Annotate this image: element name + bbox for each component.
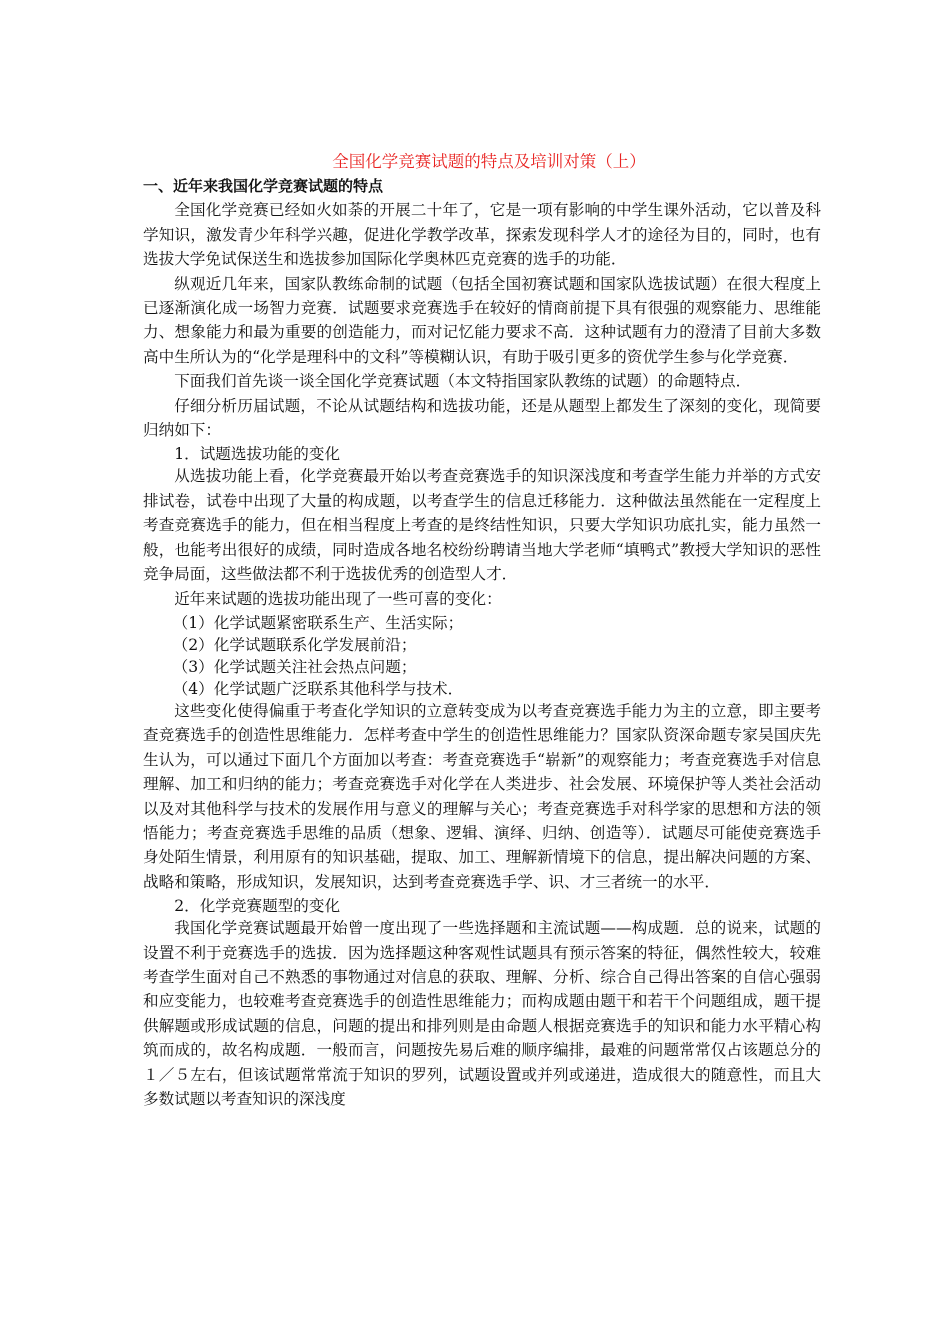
paragraph-analysis: 仔细分析历届试题，不论从试题结构和选拔功能，还是从题型上都发生了深刻的变化，现简要归纳如下： — [143, 396, 821, 440]
paragraph-creative-thinking: 这些变化使得偏重于考查化学知识的立意转变成为以考查竞赛选手能力为主的立意，即主要考查竞赛选手的创造性思维能力．怎样考查中学生的创造性思维能力？国家队资深命题专家吴国庆先生认为，可以通过下面几个方面加以考查：考查竞赛选手“崭新”的观察能力；考查竞赛选手对信息理解、加工和归纳的能力；考查竞赛选手对化学在人类进步、社会发展、环境保护等人类社会活动以及对其他科学与技术的发展作用与意义的理解与关心；考查竞赛选手对科学家的思想和方法的领悟能力；考查竞赛选手思维的品质（想象、逻辑、演绎、归纳、创造等）．试题尽可能使竞赛选手身处陌生情景，利用原有的知识基础，提取、加工、理解新情境下的信息，提出解决问题的方案、战略和策略，形成知识，发展知识，达到考查竞赛选手学、识、才三者统一的水平． — [143, 701, 821, 891]
section-heading-1: 一、近年来我国化学竞赛试题的特点 — [143, 177, 384, 195]
paragraph-selection-function: 从选拔功能上看，化学竞赛最开始以考查竞赛选手的知识深浅度和考查学生能力并举的方式安排试卷，试卷中出现了大量的构成题，以考查学生的信息迁移能力．这种做法虽然能在一定程度上考查竞赛选手的能力，但在相当程度上考查的是终结性知识，只要大学知识功底扎实，能力虽然一般，也能考出很好的成绩，同时造成各地名校纷纷聘请当地大学老师“填鸭式”教授大学知识的恶性竞争局面，这些做法都不利于选拔优秀的创造型人才． — [143, 467, 821, 584]
list-item: （1）化学试题紧密联系生产、生活实际； — [172, 613, 464, 632]
paragraph-topic: 下面我们首先谈一谈全国化学竞赛试题（本文特指国家队教练的试题）的命题特点． — [174, 372, 752, 391]
list-item: （3）化学试题关注社会热点问题； — [172, 657, 417, 676]
paragraph-recent-changes: 近年来试题的选拔功能出现了一些可喜的变化： — [174, 589, 502, 608]
list-item: （2）化学试题联系化学发展前沿； — [172, 635, 417, 654]
subheading-selection-function: 1．试题选拔功能的变化 — [174, 445, 341, 464]
document-title: 全国化学竞赛试题的特点及培训对策（上） — [332, 152, 646, 171]
list-item: （4）化学试题广泛联系其他科学与技术． — [172, 679, 464, 698]
paragraph-overview: 纵观近几年来，国家队教练命制的试题（包括全国初赛试题和国家队选拔试题）在很大程度上已逐渐演化成一场智力竞赛．试题要求竞赛选手在较好的情商前提下具有很强的观察能力、思维能力、想象能力和最为重要的创造能力，而对记忆能力要求不高．这种试题有力的澄清了目前大多数高中生所认为的“化学是理科中的文科”等模糊认识，有助于吸引更多的资优学生参与化学竞赛． — [143, 274, 821, 366]
paragraph-question-types: 我国化学竞赛试题最开始曾一度出现了一些选择题和主流试题——构成题．总的说来，试题的设置不利于竞赛选手的选拔．因为选择题这种客观性试题具有预示答案的特征，偶然性较大，较难考查学生面对自己不熟悉的事物通过对信息的获取、理解、分析、综合自己得出答案的自信心强弱和应变能力，也较难考查竞赛选手的创造性思维能力；而构成题由题干和若干个问题组成，题干提供解题或形成试题的信息，问题的提出和排列则是由命题人根据竞赛选手的知识和能力水平精心构筑而成的，故名构成题．一般而言，问题按先易后难的顺序编排，最难的问题常常仅占该题总分的１／５左右，但该试题常常流于知识的罗列，试题设置或并列或递进，造成很大的随意性，而且大多数试题以考查知识的深浅度 — [143, 919, 821, 1108]
subheading-question-types: 2．化学竞赛题型的变化 — [174, 897, 341, 916]
document-body — [143, 150, 821, 1111]
paragraph-intro: 全国化学竞赛已经如火如荼的开展二十年了，它是一项有影响的中学生课外活动，它以普及科学知识，激发青少年科学兴趣，促进化学教学改革，探索发现科学人才的途径为目的，同时，也有选拔大学免试保送生和选拔参加国际化学奥林匹克竞赛的选手的功能． — [143, 201, 821, 269]
